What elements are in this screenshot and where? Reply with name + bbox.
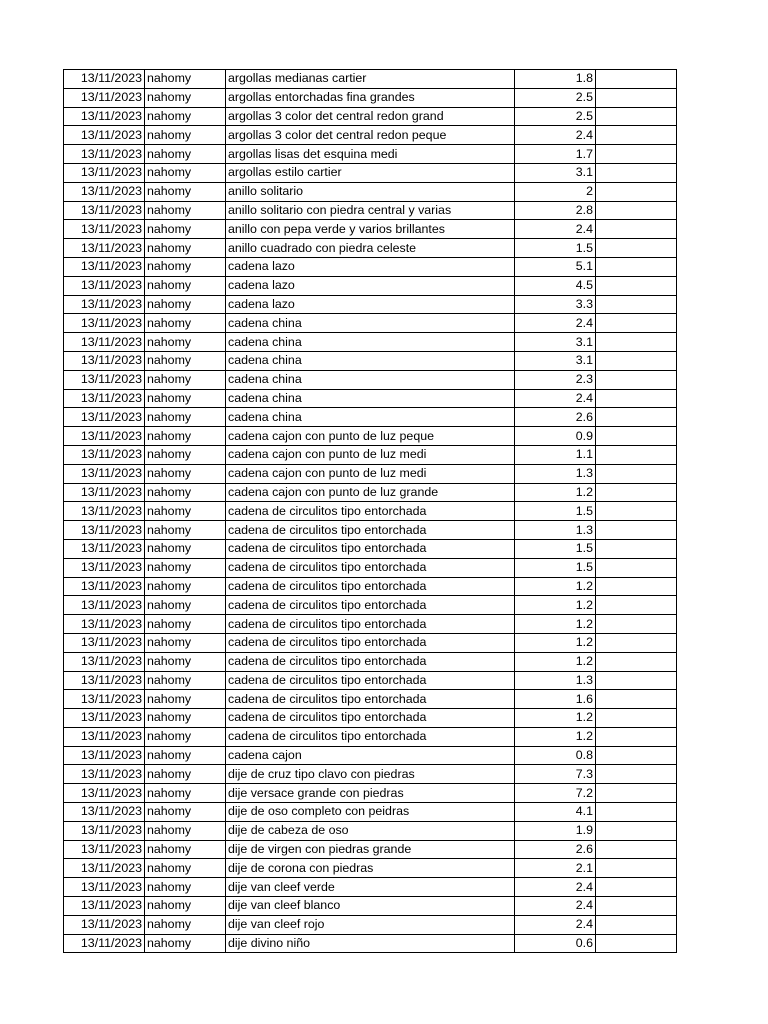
empty-cell [596,314,677,333]
description-cell: cadena de circulitos tipo entorchada [226,709,515,728]
date-cell: 13/11/2023 [64,821,145,840]
name-cell: nahomy [145,295,226,314]
value-cell: 1.1 [515,445,596,464]
table-row [64,427,677,446]
empty-cell [596,577,677,596]
name-cell: nahomy [145,690,226,709]
table-row [64,70,677,89]
date-cell: 13/11/2023 [64,671,145,690]
date-cell: 13/11/2023 [64,333,145,352]
value-cell: 1.2 [515,652,596,671]
date-cell: 13/11/2023 [64,408,145,427]
name-cell: nahomy [145,333,226,352]
name-cell: nahomy [145,107,226,126]
name-cell: nahomy [145,370,226,389]
name-cell: nahomy [145,521,226,540]
description-cell: cadena china [226,351,515,370]
value-cell: 2.6 [515,408,596,427]
description-cell: anillo cuadrado con piedra celeste [226,239,515,258]
name-cell: nahomy [145,182,226,201]
description-cell: argollas medianas cartier [226,70,515,89]
name-cell: nahomy [145,445,226,464]
value-cell: 0.8 [515,746,596,765]
table-row [64,220,677,239]
name-cell: nahomy [145,803,226,822]
value-cell: 2.4 [515,314,596,333]
table-row [64,784,677,803]
table-row [64,314,677,333]
empty-cell [596,746,677,765]
date-cell: 13/11/2023 [64,897,145,916]
name-cell: nahomy [145,784,226,803]
table-row [64,633,677,652]
description-cell: cadena china [226,408,515,427]
empty-cell [596,126,677,145]
value-cell: 2.5 [515,107,596,126]
empty-cell [596,445,677,464]
value-cell: 2.4 [515,220,596,239]
description-cell: cadena china [226,370,515,389]
name-cell: nahomy [145,859,226,878]
table-row [64,88,677,107]
date-cell: 13/11/2023 [64,163,145,182]
table-row [64,690,677,709]
empty-cell [596,483,677,502]
date-cell: 13/11/2023 [64,784,145,803]
description-cell: cadena de circulitos tipo entorchada [226,671,515,690]
table-row [64,803,677,822]
name-cell: nahomy [145,558,226,577]
description-cell: cadena cajon con punto de luz medi [226,464,515,483]
value-cell: 4.1 [515,803,596,822]
description-cell: dije de virgen con piedras grande [226,840,515,859]
value-cell: 2.8 [515,201,596,220]
value-cell: 1.2 [515,577,596,596]
name-cell: nahomy [145,765,226,784]
table-row [64,652,677,671]
date-cell: 13/11/2023 [64,521,145,540]
description-cell: dije de oso completo con peidras [226,803,515,822]
table-row [64,671,677,690]
table-row [64,295,677,314]
empty-cell [596,558,677,577]
table-row [64,821,677,840]
value-cell: 4.5 [515,276,596,295]
date-cell: 13/11/2023 [64,257,145,276]
value-cell: 0.9 [515,427,596,446]
name-cell: nahomy [145,201,226,220]
empty-cell [596,295,677,314]
date-cell: 13/11/2023 [64,483,145,502]
table-row [64,445,677,464]
description-cell: cadena de circulitos tipo entorchada [226,652,515,671]
empty-cell [596,690,677,709]
description-cell: argollas lisas det esquina medi [226,145,515,164]
table-row [64,107,677,126]
empty-cell [596,859,677,878]
description-cell: cadena lazo [226,257,515,276]
name-cell: nahomy [145,897,226,916]
table-row [64,840,677,859]
value-cell: 1.2 [515,596,596,615]
value-cell: 1.5 [515,539,596,558]
value-cell: 2.4 [515,915,596,934]
empty-cell [596,427,677,446]
empty-cell [596,70,677,89]
date-cell: 13/11/2023 [64,220,145,239]
date-cell: 13/11/2023 [64,840,145,859]
name-cell: nahomy [145,257,226,276]
date-cell: 13/11/2023 [64,389,145,408]
name-cell: nahomy [145,746,226,765]
date-cell: 13/11/2023 [64,934,145,953]
name-cell: nahomy [145,821,226,840]
date-cell: 13/11/2023 [64,558,145,577]
date-cell: 13/11/2023 [64,201,145,220]
empty-cell [596,539,677,558]
date-cell: 13/11/2023 [64,690,145,709]
empty-cell [596,107,677,126]
table-row [64,727,677,746]
table-row [64,351,677,370]
spreadsheet-table [63,69,677,953]
date-cell: 13/11/2023 [64,70,145,89]
description-cell: cadena china [226,314,515,333]
name-cell: nahomy [145,934,226,953]
empty-cell [596,408,677,427]
value-cell: 1.8 [515,70,596,89]
name-cell: nahomy [145,577,226,596]
date-cell: 13/11/2023 [64,577,145,596]
value-cell: 7.2 [515,784,596,803]
description-cell: cadena lazo [226,295,515,314]
value-cell: 2.4 [515,126,596,145]
name-cell: nahomy [145,389,226,408]
name-cell: nahomy [145,502,226,521]
description-cell: argollas 3 color det central redon grand [226,107,515,126]
empty-cell [596,351,677,370]
table-row [64,370,677,389]
description-cell: cadena de circulitos tipo entorchada [226,727,515,746]
description-cell: cadena cajon con punto de luz peque [226,427,515,446]
description-cell: cadena de circulitos tipo entorchada [226,633,515,652]
date-cell: 13/11/2023 [64,633,145,652]
name-cell: nahomy [145,145,226,164]
table-row [64,257,677,276]
empty-cell [596,370,677,389]
date-cell: 13/11/2023 [64,126,145,145]
value-cell: 1.3 [515,521,596,540]
description-cell: cadena de circulitos tipo entorchada [226,596,515,615]
date-cell: 13/11/2023 [64,915,145,934]
table-row [64,182,677,201]
date-cell: 13/11/2023 [64,145,145,164]
value-cell: 3.1 [515,351,596,370]
name-cell: nahomy [145,464,226,483]
name-cell: nahomy [145,596,226,615]
date-cell: 13/11/2023 [64,746,145,765]
description-cell: cadena de circulitos tipo entorchada [226,539,515,558]
date-cell: 13/11/2023 [64,314,145,333]
date-cell: 13/11/2023 [64,727,145,746]
name-cell: nahomy [145,671,226,690]
value-cell: 2.5 [515,88,596,107]
date-cell: 13/11/2023 [64,878,145,897]
value-cell: 2.3 [515,370,596,389]
date-cell: 13/11/2023 [64,351,145,370]
name-cell: nahomy [145,633,226,652]
date-cell: 13/11/2023 [64,596,145,615]
name-cell: nahomy [145,88,226,107]
name-cell: nahomy [145,840,226,859]
value-cell: 5.1 [515,257,596,276]
empty-cell [596,633,677,652]
empty-cell [596,502,677,521]
date-cell: 13/11/2023 [64,239,145,258]
name-cell: nahomy [145,727,226,746]
empty-cell [596,878,677,897]
empty-cell [596,671,677,690]
value-cell: 1.2 [515,727,596,746]
date-cell: 13/11/2023 [64,502,145,521]
table-row [64,709,677,728]
description-cell: dije versace grande con piedras [226,784,515,803]
date-cell: 13/11/2023 [64,464,145,483]
value-cell: 1.3 [515,464,596,483]
value-cell: 3.1 [515,163,596,182]
description-cell: dije van cleef verde [226,878,515,897]
table-row [64,539,677,558]
value-cell: 2.4 [515,878,596,897]
table-row [64,558,677,577]
empty-cell [596,333,677,352]
empty-cell [596,521,677,540]
date-cell: 13/11/2023 [64,765,145,784]
value-cell: 0.6 [515,934,596,953]
table-row [64,859,677,878]
value-cell: 1.5 [515,502,596,521]
empty-cell [596,596,677,615]
description-cell: cadena china [226,333,515,352]
empty-cell [596,163,677,182]
date-cell: 13/11/2023 [64,445,145,464]
empty-cell [596,840,677,859]
table-row [64,126,677,145]
empty-cell [596,182,677,201]
table-row [64,502,677,521]
empty-cell [596,765,677,784]
value-cell: 1.5 [515,239,596,258]
value-cell: 1.2 [515,615,596,634]
table-row [64,878,677,897]
date-cell: 13/11/2023 [64,652,145,671]
table-row [64,163,677,182]
empty-cell [596,727,677,746]
spreadsheet-body [64,70,677,953]
description-cell: cadena de circulitos tipo entorchada [226,615,515,634]
date-cell: 13/11/2023 [64,539,145,558]
value-cell: 1.7 [515,145,596,164]
empty-cell [596,615,677,634]
name-cell: nahomy [145,126,226,145]
date-cell: 13/11/2023 [64,370,145,389]
date-cell: 13/11/2023 [64,88,145,107]
empty-cell [596,821,677,840]
name-cell: nahomy [145,408,226,427]
name-cell: nahomy [145,163,226,182]
value-cell: 1.9 [515,821,596,840]
value-cell: 2.4 [515,389,596,408]
description-cell: cadena cajon con punto de luz grande [226,483,515,502]
table-row [64,483,677,502]
name-cell: nahomy [145,915,226,934]
empty-cell [596,389,677,408]
value-cell: 2.6 [515,840,596,859]
name-cell: nahomy [145,276,226,295]
empty-cell [596,784,677,803]
description-cell: dije de cruz tipo clavo con piedras [226,765,515,784]
value-cell: 1.2 [515,709,596,728]
description-cell: cadena de circulitos tipo entorchada [226,558,515,577]
name-cell: nahomy [145,239,226,258]
date-cell: 13/11/2023 [64,803,145,822]
value-cell: 7.3 [515,765,596,784]
description-cell: anillo solitario con piedra central y varias [226,201,515,220]
description-cell: dije divino niño [226,934,515,953]
empty-cell [596,803,677,822]
table-row [64,765,677,784]
empty-cell [596,934,677,953]
name-cell: nahomy [145,483,226,502]
table-row [64,577,677,596]
description-cell: cadena de circulitos tipo entorchada [226,521,515,540]
empty-cell [596,220,677,239]
date-cell: 13/11/2023 [64,615,145,634]
name-cell: nahomy [145,220,226,239]
table-row [64,201,677,220]
table-row [64,333,677,352]
value-cell: 1.3 [515,671,596,690]
date-cell: 13/11/2023 [64,107,145,126]
empty-cell [596,201,677,220]
empty-cell [596,709,677,728]
value-cell: 1.2 [515,483,596,502]
description-cell: anillo con pepa verde y varios brillantes [226,220,515,239]
description-cell: cadena cajon con punto de luz medi [226,445,515,464]
description-cell: cadena de circulitos tipo entorchada [226,690,515,709]
table-row [64,897,677,916]
value-cell: 1.6 [515,690,596,709]
empty-cell [596,145,677,164]
empty-cell [596,652,677,671]
description-cell: argollas estilo cartier [226,163,515,182]
name-cell: nahomy [145,427,226,446]
empty-cell [596,464,677,483]
value-cell: 1.2 [515,633,596,652]
description-cell: dije van cleef rojo [226,915,515,934]
description-cell: cadena china [226,389,515,408]
value-cell: 2 [515,182,596,201]
description-cell: cadena de circulitos tipo entorchada [226,577,515,596]
table-row [64,464,677,483]
date-cell: 13/11/2023 [64,859,145,878]
date-cell: 13/11/2023 [64,427,145,446]
name-cell: nahomy [145,539,226,558]
date-cell: 13/11/2023 [64,182,145,201]
name-cell: nahomy [145,709,226,728]
description-cell: dije de cabeza de oso [226,821,515,840]
name-cell: nahomy [145,70,226,89]
table-row [64,615,677,634]
table-row [64,276,677,295]
table-row [64,596,677,615]
table-row [64,934,677,953]
date-cell: 13/11/2023 [64,276,145,295]
description-cell: cadena lazo [226,276,515,295]
empty-cell [596,88,677,107]
description-cell: anillo solitario [226,182,515,201]
empty-cell [596,897,677,916]
description-cell: cadena cajon [226,746,515,765]
name-cell: nahomy [145,314,226,333]
table-row [64,389,677,408]
value-cell: 3.1 [515,333,596,352]
description-cell: argollas entorchadas fina grandes [226,88,515,107]
date-cell: 13/11/2023 [64,709,145,728]
table-row [64,408,677,427]
empty-cell [596,257,677,276]
value-cell: 2.4 [515,897,596,916]
date-cell: 13/11/2023 [64,295,145,314]
description-cell: cadena de circulitos tipo entorchada [226,502,515,521]
table-row [64,746,677,765]
table-row [64,915,677,934]
value-cell: 2.1 [515,859,596,878]
table-row [64,239,677,258]
name-cell: nahomy [145,615,226,634]
value-cell: 3.3 [515,295,596,314]
empty-cell [596,239,677,258]
table-row [64,145,677,164]
table-row [64,521,677,540]
name-cell: nahomy [145,878,226,897]
empty-cell [596,915,677,934]
description-cell: dije van cleef blanco [226,897,515,916]
description-cell: argollas 3 color det central redon peque [226,126,515,145]
description-cell: dije de corona con piedras [226,859,515,878]
name-cell: nahomy [145,652,226,671]
value-cell: 1.5 [515,558,596,577]
name-cell: nahomy [145,351,226,370]
empty-cell [596,276,677,295]
